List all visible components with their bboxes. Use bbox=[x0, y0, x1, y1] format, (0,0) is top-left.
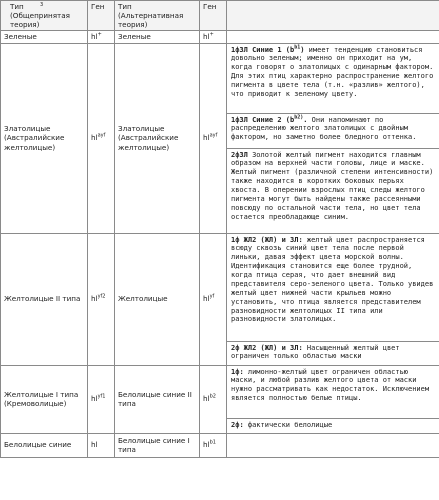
type-alt: Желтолицые bbox=[115, 233, 200, 365]
header-gene-2: Ген bbox=[200, 1, 227, 31]
header-col1-mark: 3 bbox=[40, 2, 44, 8]
description-block: 1ф ЖЛ2 (ЖЛ) и ЗЛ: желтый цвет распространяется всюду сквозь синий цвет тела после первой линьки, давая эффект цвета морской волны. Идентификация становится еще более трудной, когда птица серая, что дает внешний вид представителя серо-зеленого цвета. Только увидев желтый цвет нижней части крыльев можно установить, что птица является представителем разновидности желтолицых II типа или разновидности златолицых. bbox=[227, 234, 439, 342]
description-block: 2ф: фактически белолицые bbox=[231, 420, 333, 429]
description-block: 2фЗЛ Золотой желтый пигмент находится главным образом на верхней части головы, лице и маске. Желтый пигмент (различной степени интенсивности) также находится в коротких боковых перьях хвоста. В оперении взрослых птиц следы желтого пигмента могут быть найдены также рассеянными повсюду по остальной части тела, но цвет тела остается преобладающе синим. bbox=[231, 150, 434, 221]
gene-alt: hl+ bbox=[200, 31, 227, 43]
gene-alt: $hl^{b1}$ bbox=[200, 433, 227, 457]
type-common: Желтолицые I типа (Кремоволицые) bbox=[1, 365, 88, 433]
description bbox=[227, 433, 439, 457]
header-type-common: 3 Тип (Общепринятая теория) bbox=[1, 1, 88, 31]
type-common: Белолицые синие bbox=[1, 433, 88, 457]
description-block: 1фЗЛ Синие 2 ($b^{b2)}$. Они напоминают по распределению желтого златолицых с двойным фактором, но заметно более бледного оттенка. bbox=[227, 114, 439, 149]
gene-common: hl bbox=[88, 433, 115, 457]
type-common: Златолицые (Австралийские желтолицые) bbox=[1, 43, 88, 233]
description-block: 2ф ЖЛ2 (ЖЛ) и ЗЛ: Насыщенный желтый цвет ограничен только областью маски bbox=[231, 343, 400, 361]
gene-common: $hl^{ayf}$ bbox=[88, 43, 115, 233]
header-type-alt: Тип (Альтернативная теория) bbox=[115, 1, 200, 31]
type-alt: Зеленые bbox=[115, 31, 200, 43]
type-alt: Белолицые синие I типа bbox=[115, 433, 200, 457]
table-row bbox=[1, 43, 439, 233]
header-description bbox=[227, 1, 439, 31]
description bbox=[227, 43, 439, 233]
type-alt: Белолицые синие II типа bbox=[115, 365, 200, 433]
table-row bbox=[1, 31, 439, 43]
description bbox=[227, 233, 439, 365]
table-row bbox=[1, 433, 439, 457]
table-row bbox=[1, 233, 439, 365]
header-gene-1: Ген bbox=[88, 1, 115, 31]
description-block: 1фЗЛ Синие 1 $(b^{b1})$ имеет тенденцию становиться довольно зеленым; именно он приходит на ум, когда говорят о златолицых с одинарным фактором. Для этих птиц характерно распространение желтого пигмента в цвете тела (т.н. «разлив» желтого), что приводит к зеленому цвету. bbox=[227, 44, 439, 114]
description-block: 1ф: лимонно-желтый цвет ограничен областью маски, и любой разлив желтого цвета от маски нужно рассматривать как недостаток. Исключением является полностью белые птицы. bbox=[227, 366, 439, 419]
gene-alt: $hl^{ayf}$ bbox=[200, 43, 227, 233]
header-row bbox=[1, 1, 439, 31]
gene-common: $hl^{yf1}$ bbox=[88, 365, 115, 433]
type-common: Желтолицые II типа bbox=[1, 233, 88, 365]
description bbox=[227, 365, 439, 433]
gene-common: $hl^{yf2}$ bbox=[88, 233, 115, 365]
type-common: Зеленые bbox=[1, 31, 88, 43]
type-alt: Златолицые (Австралийские желтолицые) bbox=[115, 43, 200, 233]
description bbox=[227, 31, 439, 43]
table-row bbox=[1, 365, 439, 433]
gene-alt: $hl^{yf}$ bbox=[200, 233, 227, 365]
gene-alt: $hl^{b2}$ bbox=[200, 365, 227, 433]
gene-common: hl+ bbox=[88, 31, 115, 43]
